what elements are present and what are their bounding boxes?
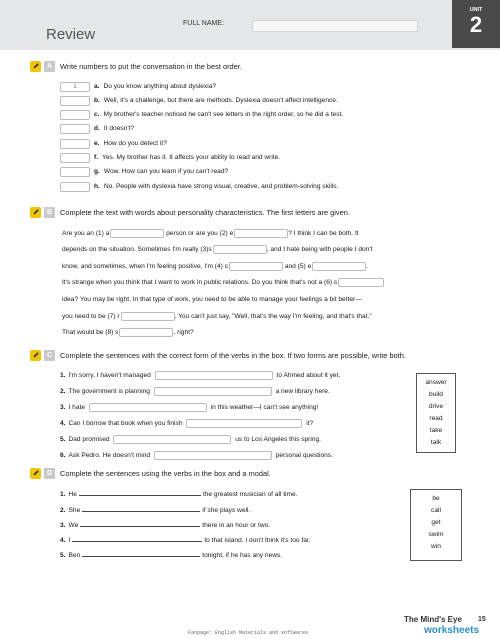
blank-input[interactable] — [338, 278, 384, 287]
sentence-row: 5. Dad promised us to Los Angeles this spring. — [60, 436, 322, 443]
item-label: b. — [94, 97, 100, 104]
verb-word: call — [431, 507, 441, 514]
sentence-row: 2. She if she plays well. — [60, 504, 250, 515]
item-text: Wow. How can you learn if you can't read? — [103, 168, 229, 175]
text-line: It's strange when you think that I want to work in public relations. Do you think that's not a (6) s — [62, 277, 384, 288]
verb-word: drive — [428, 403, 444, 410]
unit-number: 2 — [469, 12, 483, 37]
item-label: c. — [94, 111, 100, 118]
verb-word: read — [429, 415, 443, 422]
item-label: f. — [94, 154, 99, 161]
sentence-row: 3. I hate in this weather—I can't see anything! — [60, 404, 319, 411]
page-title: Review — [46, 26, 96, 43]
blank-input[interactable] — [155, 371, 273, 380]
section-b-letter: B — [44, 207, 55, 218]
blank-input[interactable] — [121, 312, 175, 321]
section-d-instruction: Complete the sentences using the verbs in the box and a modal. — [60, 468, 271, 478]
sentence-row: 5. Ben tonight, if he has any news. — [60, 549, 282, 560]
order-input[interactable] — [60, 110, 90, 120]
order-input[interactable] — [60, 167, 90, 177]
blank-input[interactable] — [229, 262, 283, 271]
item-text: No. People with dyslexia have strong visual, creative, and problem-solving skills. — [103, 183, 339, 190]
pencil-icon — [30, 61, 41, 72]
page-number: 15 — [478, 616, 486, 623]
verb-word: get — [431, 519, 441, 526]
blank-input[interactable] — [154, 451, 272, 460]
page-header — [0, 0, 500, 50]
order-input[interactable] — [60, 153, 90, 163]
section-a-item — [60, 109, 343, 120]
verb-word: be — [432, 495, 440, 502]
blank-input[interactable] — [72, 534, 202, 542]
verb-word: win — [431, 543, 441, 550]
text-line: idea? You may be right. In that type of work, you need to be able to manage your feelings a bit better— — [62, 296, 362, 303]
order-input[interactable] — [60, 124, 90, 134]
item-text: Yes. My brother has it. It affects your ability to read and write. — [102, 154, 281, 161]
blank-input[interactable] — [119, 328, 173, 337]
section-a-item — [60, 181, 338, 192]
blank-input[interactable] — [154, 387, 272, 396]
fanpage-credit: Fanpage: English Materials and softwares — [188, 630, 309, 636]
item-text: Well, it's a challenge, but there are methods. Dyslexia doesn't affect intelligence. — [103, 97, 338, 104]
blank-input[interactable] — [186, 419, 302, 428]
section-d-header — [30, 467, 271, 479]
blank-input[interactable] — [82, 504, 200, 512]
order-input[interactable] — [60, 139, 90, 149]
section-a-header — [30, 60, 242, 72]
section-b-instruction: Complete the text with words about personality characteristics. The first letters are given. — [60, 207, 350, 217]
text-line: That would be (8) s , right? — [62, 329, 194, 336]
item-label: a. — [94, 83, 100, 90]
brand-name: The Mind's Eye — [404, 615, 462, 624]
order-input[interactable]: 1 — [60, 82, 90, 92]
pencil-icon — [30, 350, 41, 361]
sentence-row: 4. Can I borrow that book when you finish it? — [60, 420, 314, 427]
text-line: you need to be (7) r . You can't just say, "Well, that's the way I'm feeling, and that's that." — [62, 313, 372, 320]
unit-badge — [452, 0, 500, 48]
item-text: My brother's teacher noticed he can't see letters in the right order, so he did a test. — [103, 111, 344, 118]
item-label: g. — [94, 168, 100, 175]
blank-input[interactable] — [110, 229, 164, 238]
sentence-row: 3. We there in an hour or two. — [60, 519, 270, 530]
item-text: How do you detect it? — [103, 140, 167, 147]
item-text: It doesn't? — [103, 125, 135, 132]
section-c-instruction: Complete the sentences with the correct form of the verbs in the box. If two forms are possible, write both. — [60, 350, 406, 360]
sentence-row: 1. I'm sorry, I haven't managed to Ahmed about it yet. — [60, 372, 341, 379]
text-line: Are you an (1) a person or are you (2) e ? I think I can be both. It — [62, 230, 359, 237]
section-a-item — [60, 166, 228, 177]
unit-label: UNIT — [469, 7, 483, 13]
item-label: h. — [94, 183, 100, 190]
item-text: Do you know anything about dyslexia? — [103, 83, 217, 90]
section-a-item — [60, 152, 280, 163]
blank-input[interactable] — [213, 245, 267, 254]
section-b-header — [30, 206, 350, 218]
order-input[interactable] — [60, 182, 90, 192]
worksheets-logo: worksheets — [424, 625, 480, 636]
section-c-header — [30, 349, 406, 361]
section-d-letter: D — [44, 468, 55, 479]
verb-box-d — [410, 489, 462, 561]
section-c-letter: C — [44, 350, 55, 361]
blank-input[interactable] — [312, 262, 366, 271]
full-name-label: FULL NAME: — [183, 20, 224, 27]
text-line: know, and sometimes, when I'm feeling positive, I'm (4) c and (5) e . — [62, 263, 369, 270]
sentence-row: 1. He the greatest musician of all time. — [60, 488, 298, 499]
blank-input[interactable] — [234, 229, 288, 238]
verb-word: talk — [430, 439, 442, 446]
section-a-item — [60, 138, 167, 149]
item-label: d. — [94, 125, 100, 132]
verb-box-c — [416, 373, 456, 453]
order-input[interactable] — [60, 96, 90, 106]
blank-input[interactable] — [80, 519, 200, 527]
section-a-letter: A — [44, 61, 55, 72]
full-name-input[interactable] — [252, 20, 418, 32]
blank-input[interactable] — [79, 488, 201, 496]
pencil-icon — [30, 468, 41, 479]
verb-word: swim — [428, 531, 444, 538]
sentence-row: 2. The government is planning a new library here. — [60, 388, 330, 395]
pencil-icon — [30, 207, 41, 218]
verb-word: build — [429, 391, 443, 398]
section-a-item — [60, 95, 338, 106]
blank-input[interactable] — [89, 403, 207, 412]
blank-input[interactable] — [82, 549, 200, 557]
text-line: depends on the situation. Sometimes I'm really (3)s , and I hate being with people I don't — [62, 246, 373, 253]
sentence-row: 4. I to that island. I don't think it's too far. — [60, 534, 311, 545]
blank-input[interactable] — [113, 435, 231, 444]
verb-word: take — [429, 427, 443, 434]
verb-word: answer — [425, 379, 447, 386]
section-a-instruction: Write numbers to put the conversation in the best order. — [60, 61, 242, 71]
item-label: e. — [94, 140, 100, 147]
sentence-row: 6. Ask Pedro. He doesn't mind personal questions. — [60, 452, 333, 459]
section-a-item — [60, 81, 216, 92]
section-a-item — [60, 123, 134, 134]
